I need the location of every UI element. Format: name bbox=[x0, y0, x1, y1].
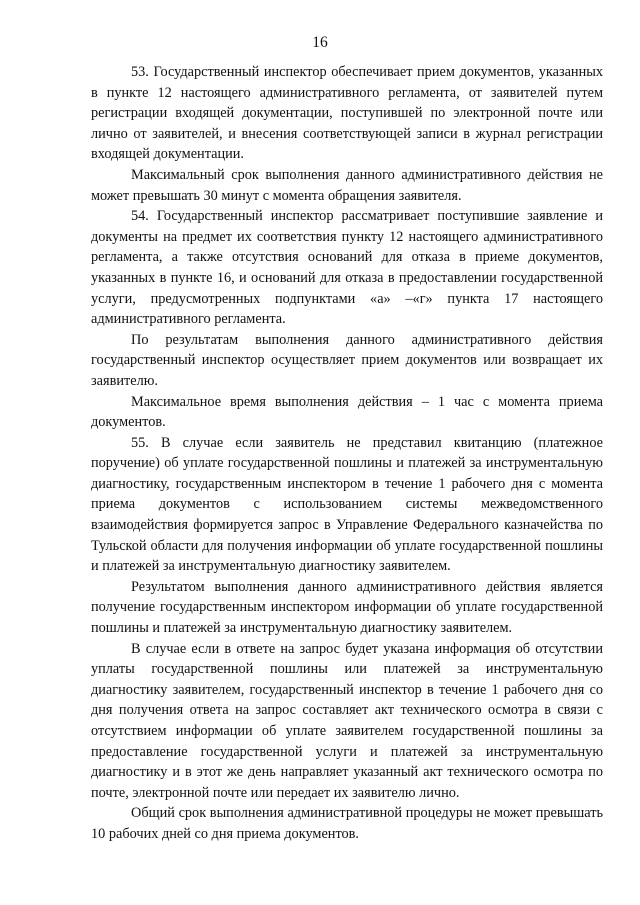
paragraph-55-result: Результатом выполнения данного административного действия является получение государственным инспектором информации об уплате государственной пошлины и платежей за инструментальную диагностику заявителем. bbox=[91, 578, 603, 637]
paragraph-55: 55. В случае если заявитель не представил квитанцию (платежное поручение) об уплате государственной пошлины и платежей за инструментальную диагностику, государственным инспектором в течение 1 рабочего дня с момента приема документов с использованием системы межведомственного взаимодействия формируется запрос в Управление Федерального казначейства по Тульской области для получения информации об уплате государственной пошлины и платежей за инструментальную диагностику заявителем. bbox=[91, 434, 603, 575]
paragraph-53: 53. Государственный инспектор обеспечивает прием документов, указанных в пункте 12 настоящего административного регламента, от заявителей путем регистрации входящей документации, поступившей по электронной почте или лично от заявителей, и внесения соответствующей записи в журнал регистрации входящей документации. bbox=[91, 64, 603, 163]
paragraph-55-refusal: В случае если в ответе на запрос будет указана информация об отсутствии уплаты государственной пошлины или платежей за инструментальную диагностику заявителем, государственный инспектор в течение 1 рабочего дня со дня получения ответа на запрос составляет акт технического осмотра в связи с отсутствием информации об уплате заявителем государственной пошлины за предоставление государственной услуги и платежей за инструментальную диагностику и в этот же день направляет указанный акт технического осмотра по почте, электронной почте или передает их заявителю лично. bbox=[91, 640, 603, 801]
paragraph-54: 54. Государственный инспектор рассматривает поступившие заявление и документы на предмет их соответствия пункту 12 настоящего административного регламента, а также отсутствия оснований для отказа в приеме документов, указанных в пункте 16, и оснований для отказа в предоставлении государственной услуги, предусмотренных подпунктами «а» –«г» пункта 17 настоящего административного регламента. bbox=[91, 208, 603, 328]
paragraph-54-result: По результатам выполнения данного административного действия государственный инспектор осуществляет прием документов или возвращает их заявителю. bbox=[91, 331, 603, 389]
document-body bbox=[91, 62, 603, 845]
paragraph-total-deadline: Общий срок выполнения административной процедуры не может превышать 10 рабочих дней со дня приема документов. bbox=[91, 805, 603, 842]
paragraph-53-deadline: Максимальный срок выполнения данного административного действия не может превышать 30 минут с момента обращения заявителя. bbox=[91, 166, 603, 204]
paragraph-54-deadline: Максимальное время выполнения действия – 1 час с момента приема документов. bbox=[91, 393, 603, 431]
page-number: 16 bbox=[312, 34, 328, 51]
